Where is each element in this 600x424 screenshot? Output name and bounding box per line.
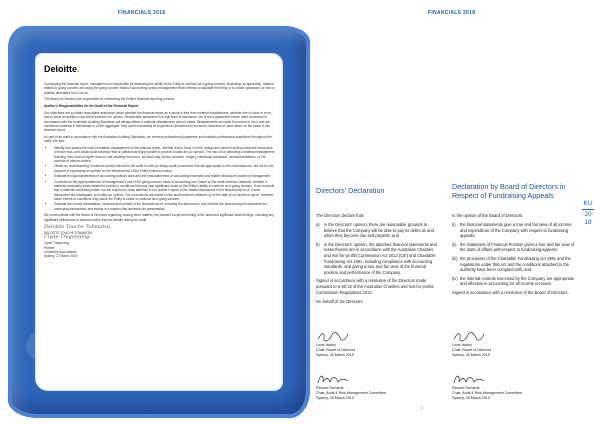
bullet-list	[44, 146, 276, 211]
signature-mark-icon	[316, 330, 350, 342]
directors-declaration-title: Directors' Declaration	[316, 186, 385, 195]
paragraph: The Board of Directors are responsible for overseeing the Entity's financial reporting process.	[44, 97, 176, 102]
signatory-title: Chair, Board of Directors	[316, 347, 356, 352]
logo-dot: .	[77, 64, 80, 74]
header-right: FINANCIALS 2018	[428, 10, 476, 16]
item-key: (ii)	[452, 241, 457, 247]
board-signed: Signed in accordance with a resolution of the Board of Directors.	[452, 290, 569, 296]
bullet-item: • Conclude on the appropriateness of management's use of the going concern basis of accounting and, based on the audit evidence obtained, whether a material uncertainty exists related to events or conditions that may cast significant doubt on the Entity's ability to continue as a going concern. If we conclude that a material uncertainty exists, we are required to draw attention in our auditor's report to the related disclosures in the financial report or, if such disclosures are inadequate, to modify our opinion. Our conclusions are based on the audit evidence obtained up to the date of our auditor's report. However, future events or conditions may cause the Entity to cease to continue as a going concern.	[54, 180, 276, 201]
partner-block	[44, 241, 276, 258]
audit-report-body	[44, 82, 276, 258]
partner-role: Chartered Accountants	[44, 249, 77, 254]
signature-block	[316, 330, 355, 357]
list-item	[316, 222, 438, 239]
paragraph: In preparing the financial report, management is responsible for assessing the ability of the Entity to continue as a going concern, disclosing, as applicable, matters related to going concern and using the going concern basis of accounting unless management either intends to liquidate the Entity or to cease operations, or has no realistic alternative but to do so.	[44, 82, 275, 95]
tab-rule	[582, 209, 594, 210]
signature-block	[316, 373, 386, 400]
item-text: in the Directors' opinion, the attached financial statements and notes thereto are in accordance with the Australian Charities and Not-for-profits Commission Act 2012 (Cth) and Charitable Fundraising Act 1991, including compliance with accounting standards, and giving a true and fair view of the financial position and performance of the Company.	[324, 241, 437, 275]
signature-block	[452, 330, 491, 357]
page-number-right: 7	[421, 406, 424, 411]
fundraising-declaration-column	[452, 213, 578, 299]
item-key: (iii)	[452, 256, 458, 262]
fundraising-declaration-title: Declaration by Board of Directors in Respect of Fundraising Appeals	[452, 182, 566, 200]
section-tab	[580, 200, 596, 227]
signature-mark-icon	[452, 373, 486, 385]
signature-mark-icon	[452, 330, 486, 342]
signatory-place: Sydney, 26 March 2019	[452, 352, 490, 357]
bullet-item: • Evaluate the appropriateness of accounting policies used and the reasonableness of accounting estimates and related disclosures made by management.	[54, 174, 276, 178]
paragraph: Our objectives are to obtain reasonable assurance about whether the financial report as a whole is free from material misstatement, whether due to fraud or error, and to issue an auditor's report that includes our opinion. Reasonable assurance is a high level of assurance, but is not a guarantee that an audit conducted in accordance with the Australian Auditing Standards will always detect a material misstatement when it exists. Misstatements can arise from fraud or error and are considered material if, individually or in the aggregate, they could reasonably be expected to influence the economic decisions of users taken on the basis of this financial report.	[44, 110, 272, 133]
audit-report-paper	[36, 54, 282, 390]
item-text: the provisions of the Charitable Fundraising Act 1991 and the regulations under that Act and the conditions attached to the authority have been complied with; and	[460, 256, 571, 273]
board-intro: In the opinion of the Board of Directors:	[452, 213, 524, 218]
logo-text: Deloitte	[44, 64, 78, 74]
item-key: (iv)	[452, 275, 458, 281]
partner-place: Sydney, 27 March 2019	[44, 253, 78, 258]
page-number-left: 6	[150, 406, 153, 411]
item-text: the internal controls exercised by the Company are appropriate and effective in accounting for all income received.	[460, 275, 575, 287]
signature-block	[452, 373, 522, 400]
paragraph: As part of an audit in accordance with the Australian Auditing Standards, we exercise professional judgement and maintain professional scepticism throughout the audit. We also:	[44, 134, 272, 144]
bullet-item: • Evaluate the overall presentation, structure and content of the financial report, including the disclosures, and whether the financial report represents the underlying transactions and events in a manner that achieves fair presentation.	[54, 202, 276, 211]
signatory-title: Chair, Board of Directors	[452, 347, 492, 352]
list-item	[452, 222, 578, 239]
header-left: FINANCIALS 2018	[118, 10, 166, 16]
partner-name: Clyde Tregonning	[44, 241, 69, 246]
directors-intro: The Directors declare that:	[316, 213, 365, 218]
signatory-name: Richard Richards	[452, 386, 480, 390]
signatory-place: Sydney, 26 March 2019	[452, 395, 490, 400]
item-text: the Statement of Financial Position gives a true and fair view of the state of affairs with respect to fundraising appeals;	[460, 241, 575, 253]
signature-mark-icon	[316, 373, 350, 385]
directors-behalf: On behalf of the Directors	[316, 298, 363, 304]
tab-line: 18	[584, 219, 592, 226]
bullet-item: • Obtain an understanding of internal control relevant to the audit in order to design audit procedures that are appropriate in the circumstances, but not for the purpose of expressing an opinion on the effectiveness of the Entity's internal control.	[54, 164, 276, 173]
deloitte-logo	[44, 64, 80, 74]
firm-signature: Deloitte Touche Tohmatsu	[44, 223, 111, 230]
item-text: the financial statements give a true and fair view of all income and expenditure of the Company with respect to fundraising appeals;	[460, 222, 572, 239]
tab-line: 20	[584, 211, 592, 218]
directors-signed: Signed in accordance with a resolution of the Directors made pursuant to S.60.15 of the Australian Charities and Not-for-profits Commission Regulations 2013.	[316, 278, 434, 295]
list-item	[452, 276, 578, 287]
list-item	[452, 256, 578, 273]
subheading: Auditor's Responsibilities for the Audit of the Financial Report	[44, 104, 139, 109]
signatory-title: Chair, Audit & Risk Management Committee	[316, 390, 387, 395]
signatory-place: Sydney, 26 March 2019	[316, 395, 354, 400]
list-item	[452, 242, 578, 253]
signatory-place: Sydney, 26 March 2019	[316, 352, 354, 357]
signatory-name: Louis Hatley	[452, 343, 472, 347]
item-key: b)	[316, 241, 320, 247]
signatory-name: Richard Richards	[316, 386, 344, 390]
partner-signature: Clyde Tregonning	[44, 234, 90, 241]
bullet-item: • Identify and assess the risks of material misstatement of the financial report, whether due to fraud or error, design and perform audit procedures responsive to those risks, and obtain audit evidence that is sufficient and appropriate to provide a basis for our opinion. The risk of not detecting a material misstatement resulting from fraud is higher than for one resulting from error, as fraud may involve collusion, forgery, intentional omissions, misrepresentations, or the override of internal control.	[54, 146, 276, 163]
paragraph: We communicate with the Board of Directors regarding, among other matters, the planned scope and timing of the audit and significant audit findings, including any significant deficiencies in internal control that we identify during our audit.	[44, 213, 274, 222]
item-key: a)	[316, 222, 320, 228]
list-item	[316, 242, 438, 276]
item-text: in the Directors' opinion, there are reasonable grounds to believe that the Company will be able to pay its debts as and when they become due and payable; and	[324, 222, 434, 239]
tab-line: KU	[583, 200, 593, 207]
partner-title: Partner	[44, 245, 55, 250]
item-key: (i)	[452, 222, 456, 228]
signatory-name: Louis Hatley	[316, 343, 336, 347]
firm-name: DELOITTE TOUCHE TOHMATSU	[44, 230, 93, 235]
signatory-title: Chair, Audit & Risk Management Committee	[452, 390, 523, 395]
directors-declaration-column	[316, 213, 438, 308]
